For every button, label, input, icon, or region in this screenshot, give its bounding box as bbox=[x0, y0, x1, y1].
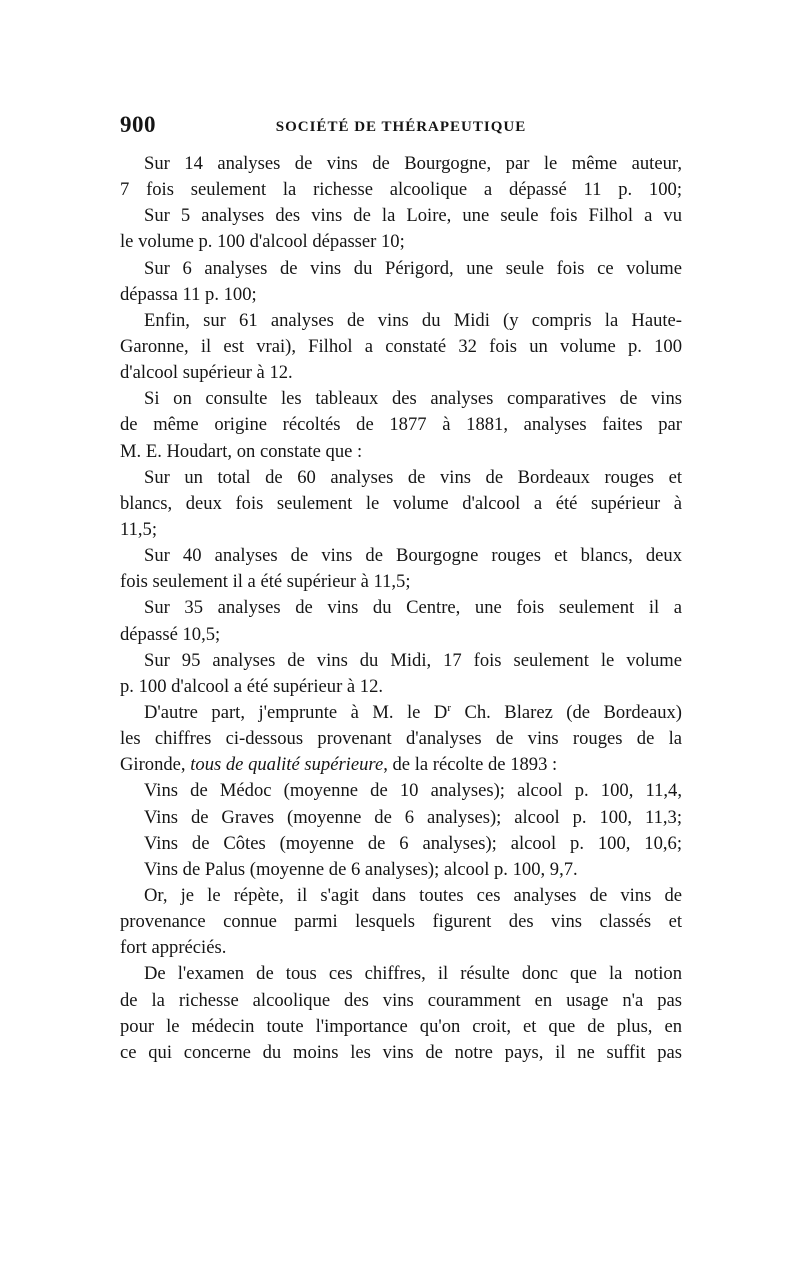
text-line: Vins de Palus (moyenne de 6 analyses); alcool p. 100, 9,7. bbox=[144, 858, 578, 880]
page-number: 900 bbox=[120, 112, 156, 137]
text-line: les chiffres ci-dessous provenant d'analyses de vins rouges de la bbox=[120, 728, 682, 750]
text-line: de même origine récoltés de 1877 à 1881, analyses faites par bbox=[120, 414, 682, 436]
text-fragment: Gironde, bbox=[120, 754, 191, 776]
text-line: M. E. Houdart, on constate que : bbox=[120, 440, 363, 462]
text-line: provenance connue parmi lesquels figurent des vins classés et bbox=[120, 911, 682, 933]
text-line: dépassé 10,5; bbox=[120, 623, 221, 645]
text-line: Sur 14 analyses de vins de Bourgogne, par le même auteur, bbox=[144, 153, 682, 174]
page-header bbox=[120, 112, 682, 142]
text-line: Sur 6 analyses de vins du Périgord, une seule fois ce volume bbox=[144, 257, 682, 279]
text-line bbox=[120, 700, 682, 726]
text-line: fois seulement il a été supérieur à 11,5; bbox=[120, 571, 411, 593]
text-line: le volume p. 100 d'alcool dépasser 10; bbox=[120, 231, 405, 253]
text-line: d'alcool supérieur à 12. bbox=[120, 362, 293, 384]
text-line: p. 100 d'alcool a été supérieur à 12. bbox=[120, 675, 384, 697]
text-fragment: D'autre part, j'emprunte à M. le D bbox=[144, 701, 448, 723]
text-fragment: , de la récolte de 1893 : bbox=[383, 754, 558, 776]
text-line: De l'examen de tous ces chiffres, il résulte donc que la notion bbox=[144, 963, 682, 985]
text-line: Si on consulte les tableaux des analyses comparatives de vins bbox=[144, 388, 682, 410]
body-text bbox=[120, 151, 682, 1066]
text-line: ce qui concerne du moins les vins de notre pays, il ne suffit pas bbox=[120, 1041, 682, 1063]
text-line: Vins de Côtes (moyenne de 6 analyses); alcool p. 100, 10,6; bbox=[144, 832, 682, 854]
text-line: dépassa 11 p. 100; bbox=[120, 283, 257, 305]
text-line: Sur 5 analyses des vins de la Loire, une seule fois Filhol a vu bbox=[144, 205, 682, 227]
text-line: 7 fois seulement la richesse alcoolique a dépassé 11 p. 100; bbox=[120, 179, 682, 201]
text-line: fort appréciés. bbox=[120, 937, 227, 959]
text-line: Sur un total de 60 analyses de vins de Bordeaux rouges et bbox=[144, 466, 682, 488]
text-line: de la richesse alcoolique des vins couramment en usage n'a pas bbox=[120, 989, 682, 1011]
text-line: Sur 40 analyses de vins de Bourgogne rouges et blancs, deux bbox=[144, 545, 682, 567]
text-line: blancs, deux fois seulement le volume d'alcool a été supérieur à bbox=[120, 492, 682, 514]
text-line: Enfin, sur 61 analyses de vins du Midi (y compris la Haute- bbox=[144, 309, 682, 331]
text-line bbox=[120, 752, 682, 778]
text-line: 11,5; bbox=[120, 518, 158, 540]
text-line: Vins de Graves (moyenne de 6 analyses); alcool p. 100, 11,3; bbox=[144, 806, 682, 828]
text-line: Sur 95 analyses de vins du Midi, 17 fois seulement le volume bbox=[144, 649, 682, 671]
text-line: pour le médecin toute l'importance qu'on croit, et que de plus, en bbox=[120, 1015, 682, 1037]
text-line: Vins de Médoc (moyenne de 10 analyses); alcool p. 100, 11,4, bbox=[144, 780, 682, 802]
text-line: Garonne, il est vrai), Filhol a constaté 32 fois un volume p. 100 bbox=[120, 335, 682, 357]
italic-phrase: tous de qualité supérieure bbox=[190, 754, 384, 776]
running-title: SOCIÉTÉ DE THÉRAPEUTIQUE bbox=[275, 119, 527, 135]
text-line: Sur 35 analyses de vins du Centre, une fois seulement il a bbox=[144, 597, 682, 619]
text-line: Or, je le répète, il s'agit dans toutes ces analyses de vins de bbox=[144, 884, 682, 906]
text-fragment: Ch. Blarez (de Bordeaux) bbox=[451, 701, 682, 723]
superscript: r bbox=[447, 701, 452, 714]
